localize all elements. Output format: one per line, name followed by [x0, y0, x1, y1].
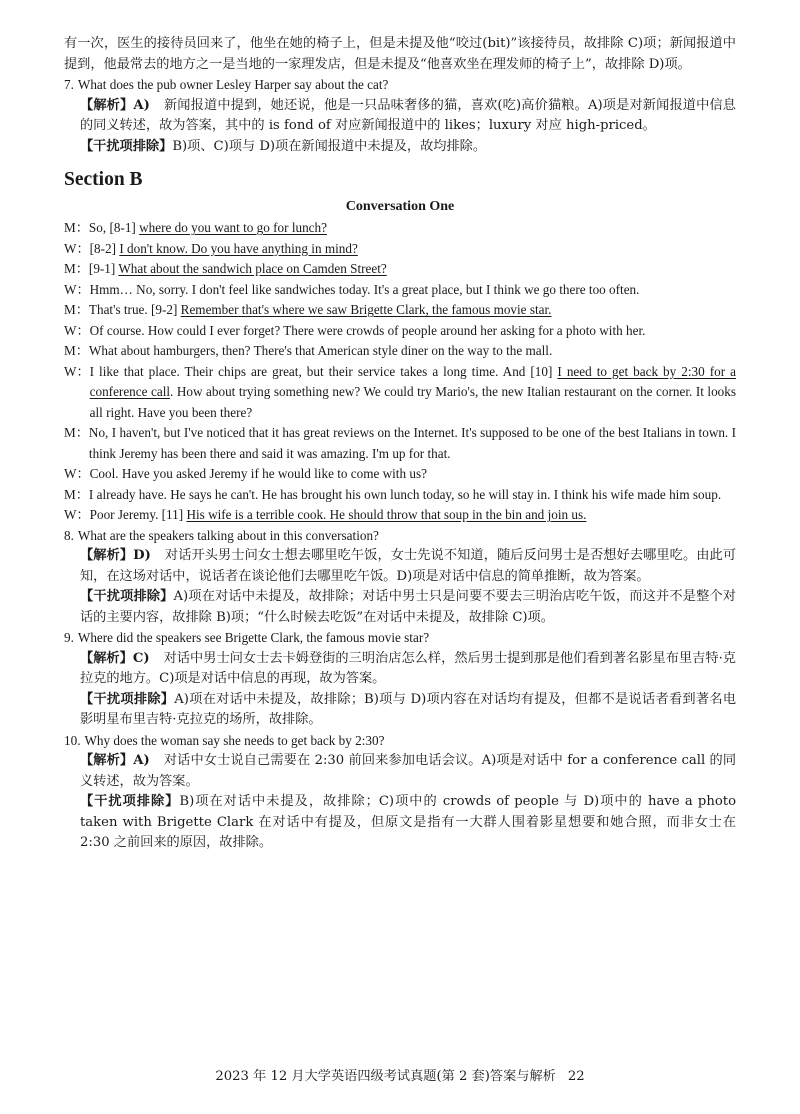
dialogue-plain-text: [9-1]	[88, 261, 119, 276]
dialogue-text	[89, 218, 736, 239]
dialogue-plain-text: Hmm… No, sorry. I don't feel like sandwiches today. It's a great place, but I think we go there too often.	[89, 281, 640, 297]
dialogue-text	[90, 464, 736, 485]
analysis-text: 对话中女士说自己需要在 2:30 前回来参加电话会议。A)项是对话中 for a conference call 的同义转述，故为答案。	[80, 753, 737, 789]
analysis-tag: 【解析】	[80, 650, 133, 666]
dialogue-turn	[64, 300, 736, 321]
distractor-7	[64, 137, 736, 158]
speaker-label: W：	[64, 281, 90, 297]
carryover-paragraph: 有一次，医生的接待员回来了，他坐在她的椅子上，但是未提及他“咬过(bit)”该接待员，故排除 C)项；新闻报道中提到，他最常去的地方之一是当地的一家理发店，但是未提及“他喜欢坐在理发师的椅子上”，故排除 D)项。	[64, 36, 736, 72]
speaker-label: M：	[64, 486, 89, 502]
conversation-title: Conversation One	[345, 199, 455, 214]
dialogue-turn	[64, 362, 736, 424]
analysis-8	[64, 546, 736, 587]
speaker-label: W：	[64, 507, 90, 522]
distractor-8	[64, 587, 736, 628]
answer-label: C)	[132, 650, 150, 666]
answer-label: A)	[133, 753, 150, 768]
section-title: Section B	[64, 169, 143, 190]
distractor-text: B)项在对话中未提及，故排除；C)项中的 crowds of people 与 D)项中的 have a photo taken with Brigette Clark 在对话中有提及，但原文是指有一大群人围着影星想要和她合照，而非女士在 2:30 之前回来的原因，故排除。	[80, 794, 737, 850]
distractor-tag: 【干扰项排除】	[80, 794, 180, 809]
question-number: 8.	[64, 527, 74, 543]
question-number: 7.	[64, 77, 74, 92]
dialogue-turn	[64, 485, 736, 506]
dialogue-text	[90, 362, 736, 424]
speaker-label: W：	[64, 363, 90, 379]
analysis-text: 对话开头男士问女士想去哪里吃午饭，女士先说不知道，随后反问男士是否想好去哪里吃。由此可知，在这场对话中，说话者在谈论他们去哪里吃午饭。D)项是对话中信息的简单推断，故为答案。	[80, 548, 737, 584]
distractor-text: A)项在对话中未提及，故排除；对话中男士只是问要不要去三明治店吃午饭，而这并不是整个对话的主要内容，故排除 B)项；“什么时候去吃饭”在对话中未提及，故排除 C)项。	[80, 589, 736, 625]
speaker-label: W：	[64, 240, 90, 256]
question-text: What does the pub owner Lesley Harper say about the cat?	[77, 77, 389, 92]
analysis-9	[64, 649, 736, 690]
dialogue-underlined-text: where do you want to go for lunch?	[139, 220, 327, 235]
dialogue-turn	[64, 321, 736, 342]
speaker-label: M：	[64, 425, 89, 440]
dialogue	[64, 218, 736, 526]
speaker-label: M：	[64, 261, 89, 276]
question-text: Why does the woman say she needs to get back by 2:30?	[84, 732, 385, 748]
dialogue-plain-text: What about hamburgers, then? There's that American style diner on the way to the mall.	[88, 343, 553, 358]
question-7	[64, 75, 736, 96]
dialogue-text	[90, 280, 736, 301]
distractor-9	[64, 690, 736, 731]
distractor-tag: 【干扰项排除】	[80, 691, 175, 707]
question-8	[64, 526, 736, 547]
dialogue-turn	[64, 464, 736, 485]
dialogue-plain-text: I like that place. Their chips are great, but their service takes a long time. And [10]	[89, 363, 558, 379]
speaker-label: M：	[64, 220, 89, 235]
speaker-label: W：	[64, 322, 90, 338]
analysis-7	[64, 96, 736, 137]
speaker-label: M：	[64, 302, 89, 317]
distractor-text: B)项、C)项与 D)项在新闻报道中未提及，故均排除。	[172, 138, 487, 154]
question-10	[64, 731, 736, 752]
answer-label: D)	[133, 548, 151, 563]
dialogue-text	[89, 341, 736, 362]
dialogue-plain-text: Cool. Have you asked Jeremy if he would like to come with us?	[89, 466, 427, 481]
analysis-10	[64, 751, 736, 792]
dialogue-underlined-text: Remember that's where we saw Brigette Clark, the famous movie star.	[180, 302, 552, 317]
page-footer	[0, 1068, 800, 1086]
speaker-label: W：	[64, 466, 90, 481]
dialogue-plain-text: So, [8-1]	[88, 220, 140, 235]
answer-label: A)	[133, 97, 150, 113]
dialogue-plain-text: No, I haven't, but I've noticed that it has great reviews on the Internet. It's supposed to be one of the best Italians in town. I think Jeremy has been there and said it was amazing. I'm up for that.	[88, 425, 736, 461]
page-number: 22	[567, 1069, 585, 1084]
dialogue-turn	[64, 239, 736, 260]
dialogue-text	[89, 300, 736, 321]
analysis-text: 对话中男士问女士去卡姆登街的三明治店怎么样，然后男士提到那是他们看到著名影星布里吉特·克拉克的地方。C)项是对话中信息的再现，故为答案。	[80, 650, 736, 686]
dialogue-plain-text: [8-2]	[89, 240, 120, 256]
dialogue-plain-text: . How about trying something new? We could try Mario's, the new Italian restaurant on the corner. It looks all right. Have you been there?	[89, 384, 736, 420]
analysis-tag: 【解析】	[80, 548, 134, 563]
dialogue-turn	[64, 423, 736, 464]
dialogue-underlined-text: I don't know. Do you have anything in mind?	[119, 240, 358, 256]
dialogue-text	[89, 259, 736, 280]
dialogue-plain-text: Poor Jeremy. [11]	[89, 507, 187, 522]
question-number: 10.	[64, 732, 81, 748]
footer-title: 2023 年 12 月大学英语四级考试真题(第 2 套)答案与解析	[215, 1069, 556, 1084]
analysis-tag: 【解析】	[80, 97, 134, 113]
dialogue-text	[90, 239, 736, 260]
distractor-tag: 【干扰项排除】	[80, 138, 173, 154]
speaker-label: M：	[64, 343, 89, 358]
question-text: Where did the speakers see Brigette Clark, the famous movie star?	[77, 630, 430, 645]
distractor-text: A)项在对话中未提及，故排除；B)项与 D)项内容在对话均有提及，但都不是说话者看到著名电影明星布里吉特·克拉克的场所，故排除。	[80, 691, 737, 727]
dialogue-turn	[64, 341, 736, 362]
dialogue-plain-text: That's true. [9-2]	[88, 302, 181, 317]
dialogue-underlined-text: I need to get back by 2:30 for a conference call	[89, 363, 736, 399]
dialogue-underlined-text: What about the sandwich place on Camden Street?	[118, 261, 387, 276]
dialogue-turn	[64, 218, 736, 239]
dialogue-text	[89, 485, 736, 506]
question-text: What are the speakers talking about in this conversation?	[77, 527, 379, 543]
dialogue-text	[89, 423, 736, 464]
question-9	[64, 628, 736, 649]
dialogue-turn	[64, 259, 736, 280]
distractor-10	[64, 792, 736, 854]
page-content	[64, 34, 736, 854]
dialogue-text	[90, 505, 736, 526]
dialogue-turn	[64, 280, 736, 301]
distractor-tag: 【干扰项排除】	[80, 589, 174, 604]
dialogue-turn	[64, 505, 736, 526]
dialogue-plain-text: I already have. He says he can't. He has brought his own lunch today, so he will stay in. I think his wife made him soup.	[88, 486, 722, 502]
question-number: 9.	[64, 630, 74, 645]
dialogue-plain-text: Of course. How could I ever forget? There were crowds of people around her asking for a photo with her.	[89, 322, 646, 338]
analysis-text: 新闻报道中提到，她还说，他是一只品味奢侈的猫，喜欢(吃)高价猫粮。A)项是对新闻报道中信息的同义转述，故为答案，其中的 is fond of 对应新闻报道中的 likes；luxury 对应 high-priced。	[80, 97, 736, 133]
dialogue-underlined-text: His wife is a terrible cook. He should throw that soup in the bin and join us.	[186, 507, 587, 522]
analysis-tag: 【解析】	[80, 753, 134, 768]
dialogue-text	[90, 321, 736, 342]
